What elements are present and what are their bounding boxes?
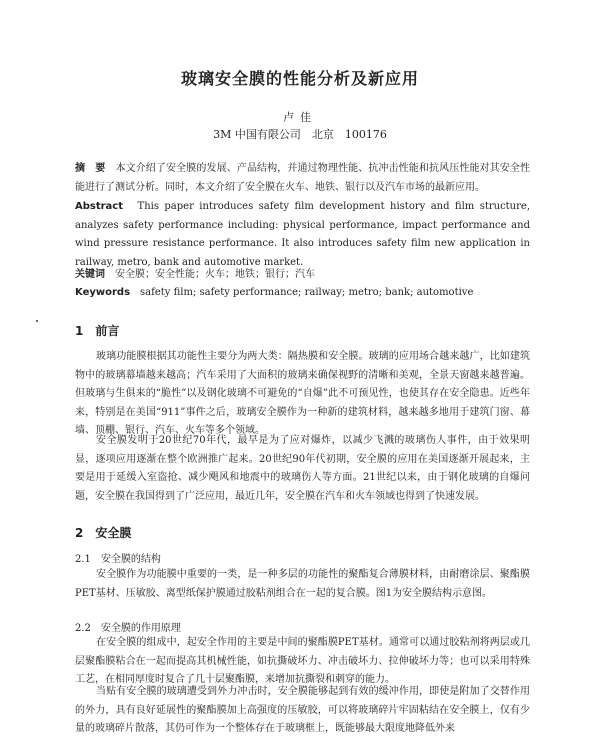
author-name: 卢佳: [283, 111, 317, 124]
abstract-cn-text: 本文介绍了安全膜的发展、产品结构，并通过物理性能、抗冲击性能和抗风压性能对其安全性能进行了测试分析。同时，本文介绍了安全膜在火车、地铁、银行以及汽车市场的最新应用。: [75, 163, 531, 193]
abstract-en: [75, 198, 530, 272]
subsection-2-1-heading: 2.1 安全膜的结构: [75, 554, 161, 565]
keywords-cn-text: 安全膜；安全性能；火车；地铁；银行；汽车: [115, 269, 315, 280]
abstract-cn: [75, 160, 530, 197]
abstract-cn-label: 摘 要: [75, 163, 106, 174]
section-2-heading: 2 安全膜: [75, 526, 132, 540]
section-1-heading: 1 前言: [75, 324, 120, 338]
section-2-2-paragraph-2: 当贴有安全膜的玻璃遭受到外力冲击时，安全膜能够起到有效的缓冲作用，即使是附加了交替作用的外力，具有良好延展性的聚酯膜加上高强度的压敏胶，可以将玻璃碎片牢固粘结在安全膜上，仅有少量的玻璃碎片散落，其仍可作为一个整体存在于玻璃框上，既能够最大限度地降低外来: [75, 686, 530, 734]
margin-mark: [36, 320, 38, 322]
keywords-cn: [75, 266, 530, 285]
keywords-en-label: Keywords: [75, 287, 131, 298]
keywords-cn-label: 关键词: [75, 269, 105, 280]
paper-title: 玻璃安全膜的性能分析及新应用: [180, 69, 419, 88]
section-1-paragraph-1: 玻璃功能膜根据其功能性主要分为两大类：隔热膜和安全膜。玻璃的应用场合越来越广，比如建筑物中的玻璃幕墙越来越高；汽车采用了大面积的玻璃来确保视野的清晰和美观，全景天窗越来越普遍。但玻璃与生俱来的“脆性”以及钢化玻璃不可避免的“自爆”此不可预见性，也使其存在安全隐患。近些年来，特别是在美国“911”事件之后，玻璃安全膜作为一种新的建筑材料，越来越多地用于建筑门窗、幕墙、顶棚、银行、汽车、火车等多个领域。: [75, 351, 530, 436]
section-2-1-paragraph: 安全膜作为功能膜中重要的一类，是一种多层的功能性的聚酯复合薄膜材料，由耐磨涂层、聚酯膜PET基材、压敏胶、离型纸保护膜通过胶粘剂组合在一起的复合膜。图1为安全膜结构示意图。: [75, 569, 530, 599]
section-2-2-paragraph-1: 在安全膜的组成中，起安全作用的主要是中间的聚酯膜PET基材。通常可以通过胶粘剂将两层或几层聚酯膜粘合在一起而提高其机械性能，如抗撕破坏力、冲击破坏力、拉伸破坏力等；也可以采用特殊工艺，在相同厚度时复合了几十层聚酯膜，来增加抗撕裂和刺穿的能力。: [75, 637, 530, 685]
subsection-2-2-heading: 2.2 安全膜的作用原理: [75, 623, 181, 634]
keywords-en: [75, 284, 530, 303]
keywords-en-text: safety film; safety performance; railway; metro; bank; automotive: [140, 287, 474, 298]
abstract-en-text: This paper introduces safety film development history and film structure, analyzes safety performance including: physical performance, impact performance and wind pressure resistance performance. It also introduces safety film new application in railway, metro, bank and automotive market.: [75, 201, 531, 268]
affiliation: 3M 中国有限公司 北京 100176: [213, 128, 387, 141]
abstract-en-label: Abstract: [75, 201, 124, 212]
section-1-paragraph-2: 安全膜发明于20世纪70年代，最早是为了应对爆炸，以减少飞溅的玻璃伤人事件，由于效果明显，逐项应用逐渐在整个欧洲推广起来。20世纪90年代初期，安全膜的应用在美国逐渐开展起来，主要是用于延缓入室盗抢、减少飓风和地震中的玻璃伤人等方面。21世纪以来，由于钢化玻璃的自爆问题，安全膜在我国得到了广泛应用，最近几年，安全膜在汽车和火车领域也得到了快速发展。: [75, 435, 530, 502]
